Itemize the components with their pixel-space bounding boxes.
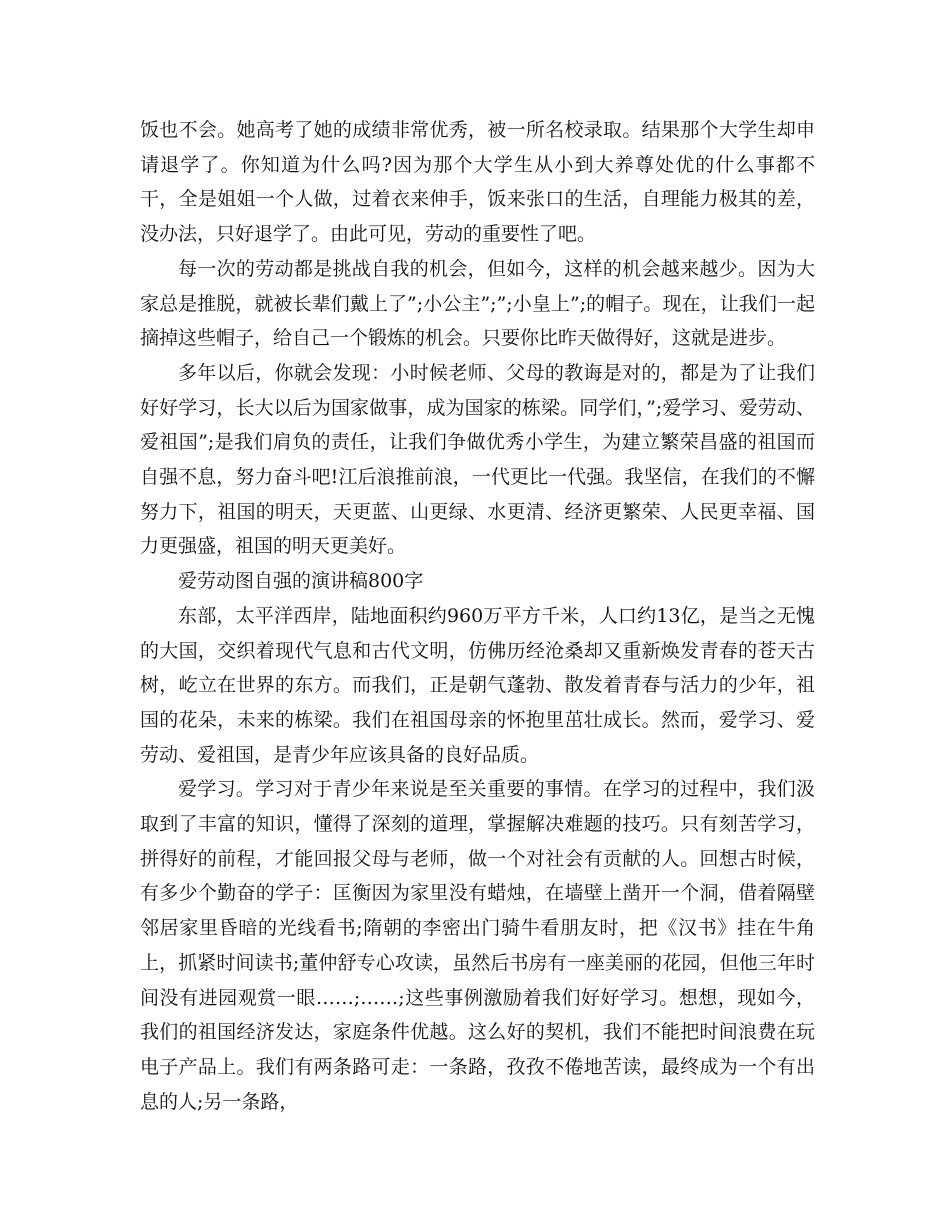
paragraph-2: 每一次的劳动都是挑战自我的机会，但如今，这样的机会越来越少。因为大家总是推脱，就被长辈们戴上了”;小公主”;”;小皇上”;的帽子。现在，让我们一起摘掉这些帽子，给自己一个锻炼的机会。只要你比昨天做得好，这就是进步。: [140, 257, 815, 350]
paragraph-5: 爱学习。学习对于青少年来说是至关重要的事情。在学习的过程中，我们汲取到了丰富的知识，懂得了深刻的道理，掌握解决难题的技巧。只有刻苦学习，拼得好的前程，才能回报父母与老师，做一个对社会有贡献的人。回想古时候，有多少个勤奋的学子：匡衡因为家里没有蜡烛，在墙壁上凿开一个洞，借着隔壁邻居家里昏暗的光线看书;隋朝的李密出门骑牛看朋友时，把《汉书》挂在牛角上，抓紧时间读书;董仲舒专心攻读，虽然后书房有一座美丽的花园，但他三年时间没有进园观赏一眼……;……;这些事例激励着我们好好学习。想想，现如今，我们的祖国经济发达，家庭条件优越。这么好的契机，我们不能把时间浪费在玩电子产品上。我们有两条路可走：一条路，孜孜不倦地苦读，最终成为一个有出息的人;另一条路，: [140, 778, 815, 1113]
paragraph-3: 多年以后，你就会发现：小时候老师、父母的教诲是对的，都是为了让我们好好学习，长大以后为国家做事，成为国家的栋梁。同学们，”;爱学习、爱劳动、爱祖国”;是我们肩负的责任，让我们争做优秀小学生，为建立繁荣昌盛的祖国而自强不息，努力奋斗吧!江后浪推前浪，一代更比一代强。我坚信，在我们的不懈努力下，祖国的明天，天更蓝、山更绿、水更清、经济更繁荣、人民更幸福、国力更强盛，祖国的明天更美好。: [140, 361, 815, 558]
section-heading: 爱劳动图自强的演讲稿800字: [178, 570, 424, 593]
document-body: [140, 113, 815, 1119]
paragraph-1: 饭也不会。她高考了她的成绩非常优秀，被一所名校录取。结果那个大学生却申请退学了。你知道为什么吗?因为那个大学生从小到大养尊处优的什么事都不干，全是姐姐一个人做，过着衣来伸手，饭来张口的生活，自理能力极其的差，没办法，只好退学了。由此可见，劳动的重要性了吧。: [140, 119, 815, 246]
paragraph-4: 东部，太平洋西岸，陆地面积约960万平方千米，人口约13亿，是当之无愧的大国，交织着现代气息和古代文明，仿佛历经沧桑却又重新焕发青春的苍天古树，屹立在世界的东方。而我们，正是朝气蓬勃、散发着青春与活力的少年，祖国的花朵，未来的栋梁。我们在祖国母亲的怀抱里茁壮成长。然而，爱学习、爱劳动、爱祖国，是青少年应该具备的良好品质。: [140, 604, 815, 766]
